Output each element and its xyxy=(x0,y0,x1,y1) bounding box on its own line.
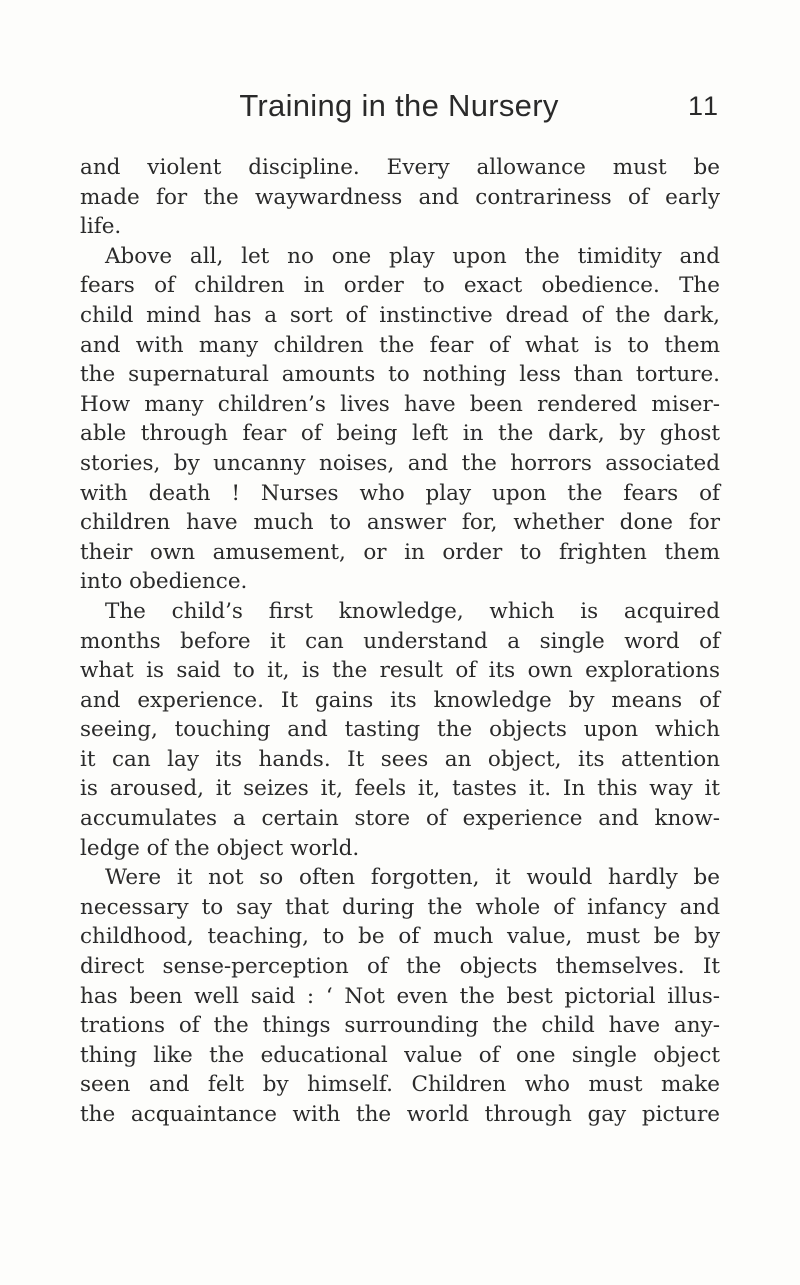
text-line: seen and felt by himself. Children who must make xyxy=(80,1072,720,1098)
text-line: child mind has a sort of instinctive dread of the dark, xyxy=(80,302,720,328)
text-line: ledge of the object world. xyxy=(80,835,360,861)
text-line: fears of children in order to exact obedience. The xyxy=(80,273,720,299)
text-line: thing like the educational value of one single object xyxy=(80,1042,720,1068)
text-line: into obedience. xyxy=(80,569,248,595)
text-line: Were it not so often forgotten, it would hardly be xyxy=(105,865,720,891)
text-line: able through fear of being left in the dark, by ghost xyxy=(80,421,720,447)
text-line: trations of the things surrounding the child have any- xyxy=(80,1013,720,1039)
text-line: made for the waywardness and contrariness of early xyxy=(80,184,720,210)
text-line: Above all, let no one play upon the timidity and xyxy=(105,243,720,269)
text-line: and violent discipline. Every allowance must be xyxy=(80,155,720,180)
running-head xyxy=(80,86,718,126)
text-line: their own amusement, or in order to frighten them xyxy=(80,539,720,565)
text-line: and experience. It gains its knowledge by means of xyxy=(80,687,720,713)
text-line: children have much to answer for, whether done for xyxy=(80,510,720,536)
text-line: is aroused, it seizes it, feels it, tastes it. In this way it xyxy=(80,776,720,802)
text-line: necessary to say that during the whole of infancy and xyxy=(80,894,720,920)
text-line: accumulates a certain store of experience and know- xyxy=(80,806,720,832)
text-line: with death ! Nurses who play upon the fears of xyxy=(80,480,720,506)
text-line: seeing, touching and tasting the objects upon which xyxy=(80,717,720,743)
text-line: The child’s first knowledge, which is acquired xyxy=(105,598,720,624)
body-text xyxy=(80,153,720,1130)
text-line: has been well said : ‘ Not even the best pictorial illus- xyxy=(80,983,720,1009)
text-line: the acquaintance with the world through gay picture xyxy=(80,1102,720,1127)
page-number: 11 xyxy=(687,91,720,121)
text-line: direct sense-perception of the objects themselves. It xyxy=(80,954,720,980)
text-line: it can lay its hands. It sees an object, its attention xyxy=(80,746,720,772)
text-line: and with many children the fear of what is to them xyxy=(80,332,720,358)
text-line: stories, by uncanny noises, and the horrors associated xyxy=(80,450,720,476)
text-line: what is said to it, is the result of its own explorations xyxy=(80,658,720,684)
running-title: Training in the Nursery xyxy=(239,88,559,123)
text-line: the supernatural amounts to nothing less than torture. xyxy=(80,362,720,388)
text-line: How many children’s lives have been rendered miser- xyxy=(80,391,720,417)
text-line: life. xyxy=(80,214,122,240)
text-line: months before it can understand a single word of xyxy=(80,628,720,654)
text-line: childhood, teaching, to be of much value, must be by xyxy=(80,924,720,950)
